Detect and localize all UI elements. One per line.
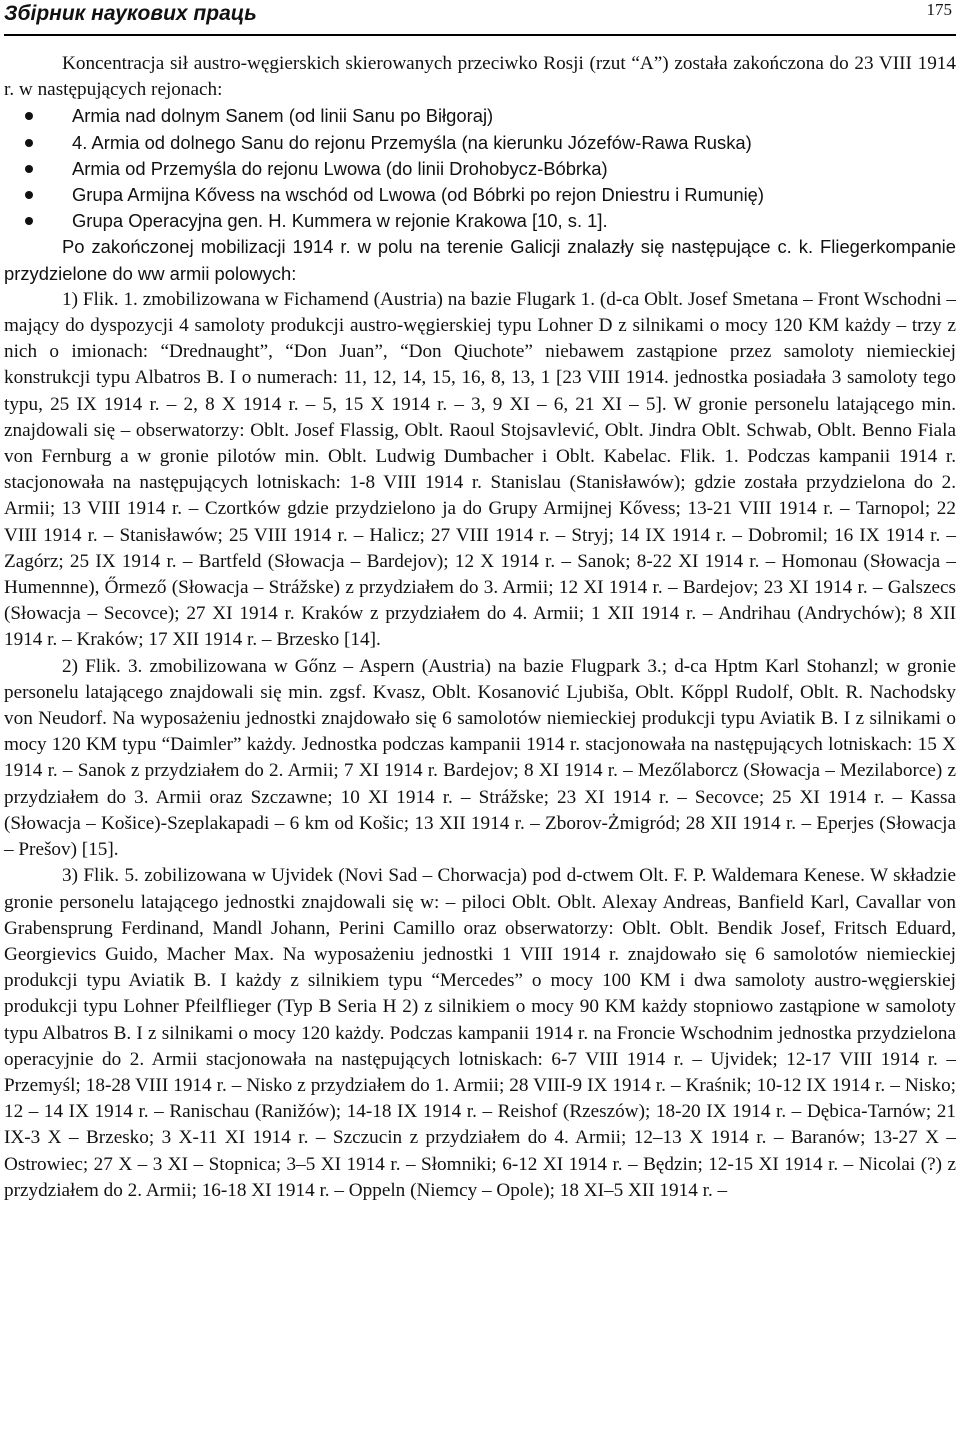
journal-title: Збірник наукових праць [4, 2, 257, 25]
flik1-paragraph: 1) Flik. 1. zmobilizowana w Fichamend (Austria) na bazie Flugark 1. (d-ca Oblt. Josef Smetana – Front Wschodni – mający do dyspozycji 4 samoloty produkcji austro-węgierskiej typu Lohner D z silnikami o mocy 120 KM każdy – trzy z nich o imionach: “Drednaught”, “Don Juan”, “Don Qiuchote” niebawem zastąpione przez samoloty niemieckiej konstrukcji typu Albatros B. I o numerach: 11, 12, 14, 15, 16, 8, 13, 1 [23 VIII 1914. jednostka posiadała 3 samoloty tego typu, 25 IX 1914 r. – 2, 8 X 1914 r. – 5, 15 X 1914 r. – 3, 9 XI – 6, 21 XI – 5]. W gronie personelu latającego min. znajdowali się – obserwatorzy: Oblt. Josef Flassig, Oblt. Raoul Stojsavlević, Oblt. Jindra Oblt. Schwab, Oblt. Benno Fiala von Fernburg a w gronie pilotów min. Oblt. Ludwig Dumbacher i Oblt. Kabelac. Flik. 1. Podczas kampanii 1914 r. stacjonowała na następujących lotniskach: 1-8 VIII 1914 r. Stanislau (Stanisławów); gdzie została przydzielona do 2. Armii; 13 VIII 1914 r. – Czortków gdzie przydzielono ja do Grupy Armijnej Kővess; 13-21 VIII 1914 r. – Tarnopol; 22 VIII 1914 r. – Stanisławów; 25 VIII 1914 r. – Halicz; 27 VIII 1914 r. – Stryj; 14 IX 1914 r. – Dobromil; 16 IX 1914 r. – Zagórz; 25 IX 1914 r. – Bartfeld (Słowacja – Bardejov); 12 X 1914 r. – Sanok; 8-22 XI 1914 r. – Homonau (Słowacja – Humennne), Őrmező (Słowacja – Strážske) z przydziałem do 3. Armii; 12 XI 1914 r. – Bardejov; 23 XI 1914 r. – Galszecs (Słowacja – Secovce); 27 XI 1914 r. Kraków z przydziałem do 4. Armii; 1 XII 1914 r. – Andrihau (Andrychów); 8 XII 1914 r. – Kraków; 17 XII 1914 r. – Brzesko [14]. [4, 288, 956, 651]
running-header [4, 0, 956, 36]
list-item [4, 130, 956, 156]
list-item-text: Armia od Przemyśla do rejonu Lwowa (do linii Drohobycz-Bóbrka) [72, 157, 608, 179]
intro-paragraph: Koncentracja sił austro-węgierskich skierowanych przeciwko Rosji (rzut “A”) została zakończona do 23 VIII 1914 r. w następujących rejonach: [4, 53, 956, 101]
article-body [4, 51, 956, 1204]
bullet-icon [25, 112, 33, 120]
list-item [4, 208, 956, 234]
list-item [4, 182, 956, 208]
page-number: 175 [926, 0, 952, 19]
bullet-icon [25, 217, 33, 225]
bullet-icon [25, 139, 33, 147]
list-item [4, 103, 956, 129]
bullet-icon [25, 191, 33, 199]
list-item-text: Armia nad dolnym Sanem (od linii Sanu po Biłgoraj) [72, 105, 494, 127]
army-list [4, 103, 956, 234]
flik3-paragraph: 2) Flik. 3. zmobilizowana w Gőnz – Aspern (Austria) na bazie Flugpark 3.; d-ca Hptm Karl Stohanzl; w gronie personelu latającego znajdowali się min. zgsf. Kvasz, Oblt. Kosanović Ljubiša, Oblt. Kőppl Rudolf, Oblt. R. Nachodsky von Neudorf. Na wyposażeniu jednostki znajdowało się 6 samolotów niemieckiej produkcji typu Aviatik B. I z silnikami o mocy 120 KM typu “Daimler” każdy. Jednostka podczas kampanii 1914 r. stacjonowała na następujących lotniskach: 15 X 1914 r. – Sanok z przydziałem do 2. Armii; 7 XI 1914 r. Bardejov; 8 XI 1914 r. – Mezőlaborcz (Słowacja – Mezilaborce) z przydziałem do 3. Armii oraz Szczawne; 10 XI 1914 r. – Strážske; 23 XI 1914 r. – Secovce; 25 XI 1914 r. – Kassa (Słowacja – Košice)-Szeplakapadi – 6 km od Košic; 13 XII 1914 r. – Zborov-Żmigród; 28 XII 1914 r. – Eperjes (Słowacja – Prešov) [15]. [4, 655, 956, 861]
list-item [4, 156, 956, 182]
list-item-text: Grupa Armijna Kővess na wschód od Lwowa (od Bóbrki po rejon Dniestru i Rumunię) [72, 184, 765, 206]
flik5-paragraph: 3) Flik. 5. zobilizowana w Ujvidek (Novi Sad – Chorwacja) pod d-ctwem Olt. F. P. Waldemara Kenese. W składzie gronie personelu latającego jednostki znajdowali się w: – piloci Oblt. Oblt. Alexay Andreas, Banfield Karl, Cavallar von Grabensprung Ferdinand, Mandl Johann, Perini Camillo oraz obserwatorzy: Oblt. Oblt. Bendik Josef, Fritsch Eduard, Georgievics Guido, Macher Max. Na wyposażeniu jednostki 1 VIII 1914 r. znajdowało się 6 samolotów niemieckiej produkcji typu Aviatik B. I każdy z silnikiem typu “Mercedes” o mocy 100 KM i dwa samoloty austro-węgierskiej produkcji typu Lohner Pfeilflieger (Typ B Seria H 2) z silnikiem o mocy 90 KM każdy stopniowo zastąpione w samoloty typu Albatros B. I z silnikami o mocy 120 każdy. Podczas kampanii 1914 r. na Froncie Wschodnim jednostka przydzielona operacyjnie do 2. Armii stacjonowała na następujących lotniskach: 6-7 VIII 1914 r. – Ujvidek; 12-17 VIII 1914 r. – Przemyśl; 18-28 VIII 1914 r. – Nisko z przydziałem do 1. Armii; 28 VIII-9 IX 1914 r. – Kraśnik; 10-12 IX 1914 r. – Nisko; 12 – 14 IX 1914 r. – Ranischau (Ranižów); 14-18 IX 1914 r. – Reishof (Rzeszów); 18-20 IX 1914 r. – Dębica-Tarnów; 21 IX-3 X – Brzesko; 3 X-11 XI 1914 r. – Szczucin z przydziałem do 4. Armii; 12–13 X 1914 r. – Baranów; 13-27 X – Ostrowiec; 27 X – 3 XI – Stopnica; 3–5 XI 1914 r. – Słomniki; 6-12 XI 1914 r. – Będzin; 12-15 XI 1914 r. – Nicolai (?) z przydziałem do 2. Armii; 16-18 XI 1914 r. – Oppeln (Niemcy – Opole); 18 XI–5 XII 1914 r. – [4, 865, 956, 1201]
list-item-text: 4. Armia od dolnego Sanu do rejonu Przemyśla (na kierunku Józefów-Rawa Ruska) [72, 131, 752, 153]
mobilization-paragraph: Po zakończonej mobilizacji 1914 r. w polu na terenie Galicji znalazły się następujące c. k. Fliegerkompanie przydzielone do ww armii polowych: [4, 236, 956, 284]
bullet-icon [25, 165, 33, 173]
list-item-text: Grupa Operacyjna gen. H. Kummera w rejonie Krakowa [10, s. 1]. [72, 210, 608, 232]
